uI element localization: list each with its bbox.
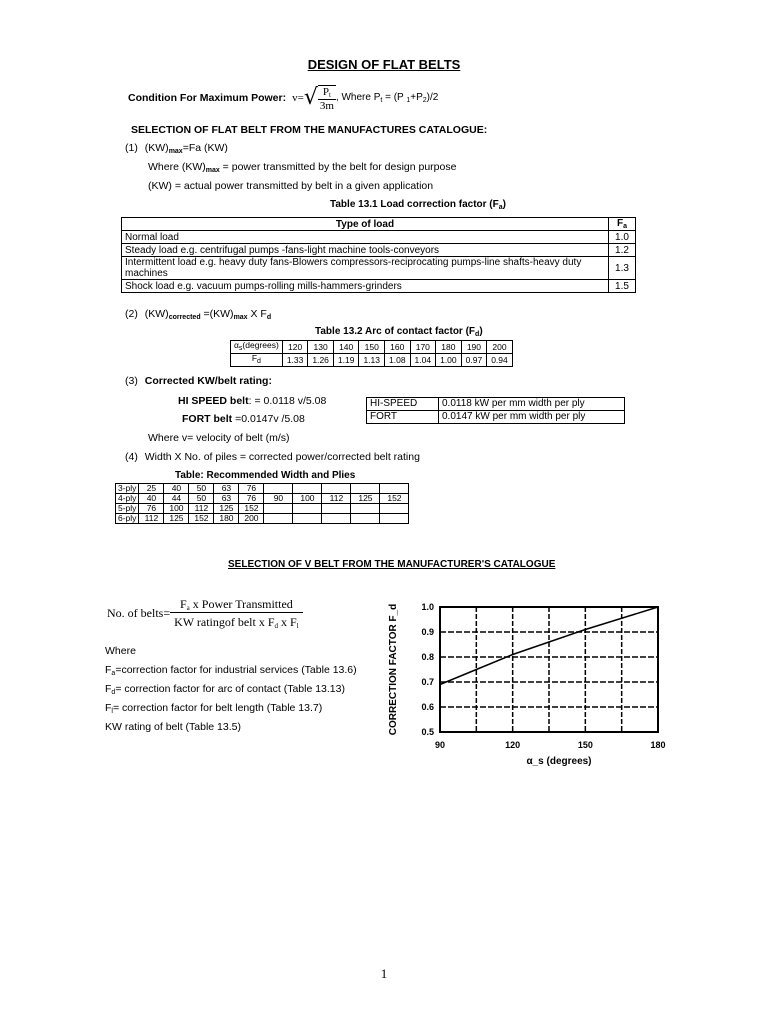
vbelt-den-sub1: d <box>274 622 279 630</box>
table1-caption-pre: Table 13.1 Load correction factor (F <box>330 199 499 210</box>
fort-line <box>182 413 305 425</box>
frac-num-sub: t <box>328 90 331 99</box>
where-sub3: 2 <box>422 97 427 104</box>
ply-width-cell: 200 <box>239 514 264 524</box>
item1-line1 <box>125 142 228 155</box>
where-sub2: 1 <box>406 97 411 104</box>
table-row <box>116 504 409 514</box>
ply-width-cell: 112 <box>139 514 164 524</box>
fa-cell: 1.5 <box>609 280 636 293</box>
where-sub1: t <box>380 97 383 104</box>
width-plies-table <box>115 483 409 524</box>
table1-caption-sub: a <box>498 204 503 211</box>
x-tick-label: 90 <box>434 740 446 750</box>
arc-factor-cell: 1.13 <box>359 354 385 367</box>
alpha-sub: s <box>238 345 243 352</box>
sqrt-icon: √ <box>303 85 318 110</box>
formula-v: v <box>292 92 298 104</box>
col-fa <box>609 218 636 231</box>
ply-label-cell: 6-ply <box>116 514 139 524</box>
ply-table-body <box>116 484 409 524</box>
hi-speed-label: HI SPEED belt <box>178 395 249 407</box>
series-point <box>439 684 441 686</box>
fa-cell: 1.0 <box>609 231 636 244</box>
fa-cell: 1.2 <box>609 244 636 257</box>
ply-width-cell: 44 <box>164 494 189 504</box>
ply-width-cell: 152 <box>239 504 264 514</box>
arc-angle-cell: 140 <box>333 341 359 354</box>
velocity-note: Where v= velocity of belt (m/s) <box>148 432 290 444</box>
sqrt-fraction <box>318 85 336 112</box>
vbelt-den-mid: x F <box>278 615 297 629</box>
series-point <box>512 654 514 656</box>
line-post: =correction factor for industrial services (Table 13.6) <box>115 664 357 676</box>
arc-factor-cell: 1.04 <box>410 354 436 367</box>
arc-factor-label <box>231 354 283 367</box>
vbelt-den-pre: KW ratingof belt x F <box>174 615 275 629</box>
line-post: = correction factor for arc of contact (Table 13.13) <box>115 683 345 695</box>
ply-label-cell: 4-ply <box>116 494 139 504</box>
y-tick-label: 0.6 <box>421 702 434 712</box>
ply-width-cell <box>351 514 380 524</box>
line-sub: a <box>111 670 116 677</box>
ply-width-cell: 76 <box>239 484 264 494</box>
vbelt-num-post: x Power Transmitted <box>189 597 293 611</box>
vbelt-line-fd <box>105 683 345 696</box>
table2-caption-sub: d <box>475 331 480 338</box>
alpha-symbol: α <box>234 340 239 350</box>
series-point <box>657 606 659 608</box>
x-tick-label: 120 <box>505 740 521 750</box>
y-tick-label: 0.8 <box>421 652 434 662</box>
ply-width-cell: 125 <box>164 514 189 524</box>
arc-factor-row <box>231 354 513 367</box>
arc-factor-cell: 1.08 <box>385 354 411 367</box>
ply-width-cell: 63 <box>214 494 239 504</box>
rating-value-cell: 0.0118 kW per mm width per ply <box>439 398 625 411</box>
vbelt-num-sub: a <box>186 604 190 612</box>
fa-cell: 1.3 <box>609 257 636 280</box>
item2-pre: (KW) <box>144 308 169 320</box>
item3-heading-line <box>125 375 272 387</box>
arc-angle-cell: 160 <box>385 341 411 354</box>
belt-rating-table <box>366 397 625 424</box>
col-fa-label: F <box>616 218 624 229</box>
ply-width-cell: 76 <box>239 494 264 504</box>
line-sub: d <box>111 689 116 696</box>
table2-caption-pre: Table 13.2 Arc of contact factor (F <box>315 326 476 337</box>
item1-line3: (KW) = actual power transmitted by belt in a given application <box>148 180 434 192</box>
rating-value-cell: 0.0147 kW per mm width per ply <box>439 411 625 424</box>
vbelt-formula <box>107 597 303 630</box>
line-pre: F <box>105 702 112 714</box>
item3-heading: Corrected KW/belt rating: <box>144 375 272 387</box>
item1-line2-pre: Where (KW) <box>148 161 206 173</box>
arc-angle-cell: 150 <box>359 341 385 354</box>
load-type-cell: Steady load e.g. centrifugal pumps -fans-light machine tools-conveyors <box>122 244 609 257</box>
ply-width-cell: 76 <box>139 504 164 514</box>
arc-angle-cell: 180 <box>436 341 462 354</box>
ply-width-cell: 40 <box>164 484 189 494</box>
max-power-line <box>128 80 438 116</box>
arc-contact-table <box>230 340 513 367</box>
table-row <box>122 244 636 257</box>
item1-post: =Fa (KW) <box>182 142 228 154</box>
load-correction-table <box>121 217 636 293</box>
ply-width-cell: 63 <box>214 484 239 494</box>
vbelt-fraction <box>170 597 303 630</box>
series-point <box>585 629 587 631</box>
page-title: DESIGN OF FLAT BELTS <box>307 57 461 72</box>
item2-line <box>125 308 271 321</box>
section1-heading: SELECTION OF FLAT BELT FROM THE MANUFACTURES CATALOGUE: <box>131 124 488 136</box>
load-type-cell: Shock load e.g. vacuum pumps-rolling mills-hammers-grinders <box>122 280 609 293</box>
ply-width-cell: 90 <box>264 494 293 504</box>
arc-factor-cell: 0.97 <box>461 354 487 367</box>
ply-width-cell <box>293 484 322 494</box>
arc-factor-cell: 1.19 <box>333 354 359 367</box>
table-row <box>116 494 409 504</box>
item1-sub: max <box>168 148 183 155</box>
ply-width-cell <box>380 504 409 514</box>
ply-width-cell: 100 <box>293 494 322 504</box>
ply-label-cell: 3-ply <box>116 484 139 494</box>
item4-num: (4) <box>125 451 138 463</box>
x-tick-label: 180 <box>650 740 666 750</box>
ply-width-cell: 112 <box>322 494 351 504</box>
ply-width-cell <box>293 504 322 514</box>
y-tick-label: 0.5 <box>421 727 434 737</box>
fort-label: FORT belt <box>182 413 233 425</box>
ply-width-cell: 152 <box>380 494 409 504</box>
ply-width-cell <box>322 484 351 494</box>
vbelt-den-sub2: l <box>296 622 299 630</box>
arc-angle-cell: 170 <box>410 341 436 354</box>
arc-angle-cell: 120 <box>282 341 308 354</box>
series-point <box>548 641 550 643</box>
item4-line <box>125 451 420 463</box>
ply-width-cell <box>322 504 351 514</box>
chart-ticks <box>421 602 665 750</box>
formula-eq: = <box>297 92 304 104</box>
line-pre: F <box>105 664 112 676</box>
ply-width-cell <box>264 484 293 494</box>
table1-caption-post: ) <box>502 199 506 210</box>
ply-width-cell: 112 <box>189 504 214 514</box>
col-fa-sub: a <box>623 223 627 230</box>
table-row <box>122 280 636 293</box>
table-header-row <box>122 218 636 231</box>
col-type-of-load: Type of load <box>122 218 609 231</box>
table-row <box>116 484 409 494</box>
series-point <box>476 669 478 671</box>
chart-xlabel: α_s (degrees) <box>526 756 592 767</box>
item1-line2 <box>148 161 456 174</box>
arc-factor-cell: 1.00 <box>436 354 462 367</box>
table1-caption <box>330 199 506 211</box>
where-mid: = (P <box>382 92 407 103</box>
vbelt-line-fl <box>105 702 322 715</box>
arc-angle-cell: 190 <box>461 341 487 354</box>
fd-symbol: F <box>251 353 258 363</box>
table-row <box>367 398 625 411</box>
frac-den: 3m <box>319 99 334 112</box>
section2-heading: SELECTION OF V BELT FROM THE MANUFACTURER'S CATALOGUE <box>228 559 556 570</box>
item4-text: Width X No. of piles = corrected power/corrected belt rating <box>144 451 420 463</box>
page-number: 1 <box>380 966 388 981</box>
where-pre: , Where P <box>335 92 381 103</box>
ply-width-cell: 100 <box>164 504 189 514</box>
table-row <box>122 257 636 280</box>
arc-angle-cell: 130 <box>308 341 334 354</box>
line-post: = correction factor for belt length (Table 13.7) <box>112 702 323 714</box>
ply-width-cell: 180 <box>214 514 239 524</box>
item2-sub3: d <box>266 314 272 321</box>
vbelt-where: Where <box>105 645 136 657</box>
ply-width-cell: 25 <box>139 484 164 494</box>
x-tick-label: 150 <box>577 740 593 750</box>
vbelt-num-pre: F <box>179 597 187 611</box>
max-power-label: Condition For Maximum Power: <box>128 92 287 104</box>
ply-width-cell <box>264 504 293 514</box>
ply-width-cell <box>380 484 409 494</box>
ply-label-cell: 5-ply <box>116 504 139 514</box>
table3-caption: Table: Recommended Width and Plies <box>175 470 356 481</box>
ply-width-cell: 125 <box>214 504 239 514</box>
table-row <box>122 231 636 244</box>
table2-caption-post: ) <box>479 326 483 337</box>
line-pre: F <box>105 683 112 695</box>
load-type-cell: Intermittent load e.g. heavy duty fans-Blowers compressors-reciprocating pumps-line shafts-heavy duty machines <box>122 257 609 280</box>
item2-post: X F <box>247 308 267 320</box>
ply-width-cell <box>351 484 380 494</box>
hi-speed-line <box>178 395 326 407</box>
alpha-post: (degrees) <box>242 340 279 350</box>
item2-sub: corrected <box>168 314 201 321</box>
arc-angle-row <box>231 341 513 354</box>
item1-line2-sub: max <box>205 167 220 174</box>
item2-num: (2) <box>125 308 138 320</box>
ply-width-cell: 50 <box>189 484 214 494</box>
item2-mid: =(KW) <box>200 308 234 320</box>
fd-sub: d <box>257 358 261 365</box>
ply-width-cell: 40 <box>139 494 164 504</box>
arc-angle-label <box>231 341 283 354</box>
y-tick-label: 0.7 <box>421 677 434 687</box>
ply-width-cell <box>322 514 351 524</box>
table-row <box>367 411 625 424</box>
arc-factor-cell: 0.94 <box>487 354 513 367</box>
where-end: )/2 <box>426 92 439 103</box>
item1-line2-post: = power transmitted by the belt for design purpose <box>219 161 457 173</box>
fort-formula: =0.0147v /5.08 <box>232 413 305 425</box>
chart-grid <box>440 607 658 732</box>
vbelt-line-kw: KW rating of belt (Table 13.5) <box>105 721 241 733</box>
rating-key-cell: FORT <box>367 411 439 424</box>
ply-width-cell <box>264 514 293 524</box>
y-tick-label: 1.0 <box>421 602 434 612</box>
chart-ylabel: CORRECTION FACTOR F_d <box>388 603 399 736</box>
ply-width-cell: 50 <box>189 494 214 504</box>
item1-pre: (KW) <box>144 142 169 154</box>
load-type-cell: Normal load <box>122 231 609 244</box>
line-sub: l <box>111 708 113 715</box>
item2-sub2: max <box>233 314 248 321</box>
ply-width-cell <box>380 514 409 524</box>
rating-key-cell: HI-SPEED <box>367 398 439 411</box>
ply-width-cell <box>293 514 322 524</box>
ply-width-cell: 152 <box>189 514 214 524</box>
where-plus: +P <box>410 92 423 103</box>
item3-num: (3) <box>125 375 138 387</box>
arc-factor-cell: 1.33 <box>282 354 308 367</box>
y-tick-label: 0.9 <box>421 627 434 637</box>
ply-width-cell <box>351 504 380 514</box>
arc-angle-cell: 200 <box>487 341 513 354</box>
table-row <box>116 514 409 524</box>
vbelt-lhs: No. of belts= <box>107 606 171 620</box>
table2-caption <box>315 326 483 338</box>
arc-factor-cell: 1.26 <box>308 354 334 367</box>
hi-speed-formula: : = 0.0118 v/5.08 <box>248 395 327 407</box>
correction-factor-chart <box>380 595 680 775</box>
vbelt-line-fa <box>105 664 357 677</box>
ply-width-cell: 125 <box>351 494 380 504</box>
item1-num: (1) <box>125 142 138 154</box>
series-point <box>621 617 623 619</box>
frac-num: P <box>322 85 329 98</box>
